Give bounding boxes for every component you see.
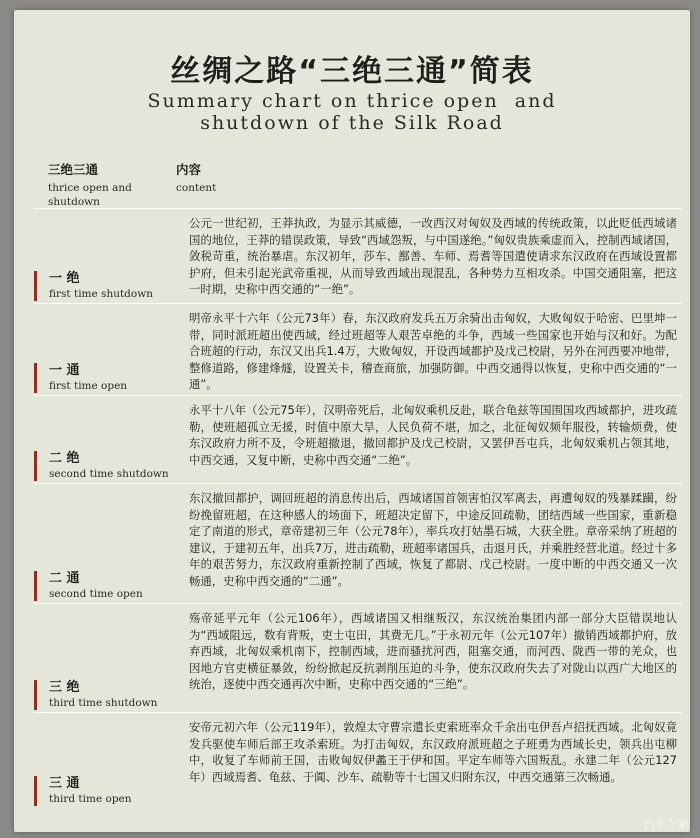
row-label-cn: 一 通 [49,363,80,378]
page-subtitle-line-2: shutdown of the Silk Road [200,112,504,134]
table-row-third-shutdown [34,603,682,713]
row-label-cn: 三 绝 [49,680,80,695]
row-label [34,363,182,393]
watermark: 汽车之家 [644,818,688,831]
row-label-en: second time shutdown [49,468,169,480]
table-row-second-shutdown [34,395,682,484]
column-header-content-en: content [176,182,217,194]
row-content: 殇帝延平元年（公元106年），西域诸国又相继叛汉，东汉统治集团内部一部分大臣错误地认为“西域阻远，数有背叛，吏士屯田，其费无几。”于永初元年（公元107年）撤销西域都护府，放弃西域，北匈奴乘机南下，控制西域，进而骚扰河西，阻塞交通，而河西、陇西一带的羌众，也因地方官吏横征暴敛，纷纷掀起反抗剥削压迫的斗争，使东汉政府失去了对陇山以西广大地区的统治，逐使中西交通再次中断，史称中西交通的“三绝”。 [189,611,677,692]
table-row-first-open [34,303,682,396]
row-label [34,571,182,601]
table-row-second-open [34,483,682,604]
page-subtitle-line-1: Summary chart on thrice open and [147,90,557,112]
row-content: 永平十八年（公元75年），汉明帝死后，北匈奴乘机反赴，联合龟兹等国围国攻西域都护，进攻疏勒，使班超孤立无援，时值中原大旱，人民负荷不堪，加之，北征匈奴频年服役，转输烦费，使东汉政府力所不及，令班超撤退，撤回都护及戊己校尉，又罢伊吾屯兵，北匈奴乘机占领其地，中西交通，又复中断，史称中西交通“二绝”。 [189,403,677,467]
row-content: 东汉撤回都护，调回班超的消息传出后，西域诸国首领害怕汉军离去，再遭匈奴的残暴蹂躏，纷纷挽留班超，在这种感人的场面下，班超决定留下，中途反回疏勒，团结西域一些国家，重新稳定了南道的形式，章帝建初三年（公元78年），率兵攻打姑墨石城，大获全胜。章帝采纳了班超的建议，于建初五年，出兵7万，进击疏勒，班超率诸国兵，击退月氏，并乘胜经营北道。经过十多年的艰苦努力，东汉政府重新控制了西域，恢复了都尉、戊己校尉。一度中断的中西交通又一次畅通，史称中西交通的“二通”。 [189,491,677,588]
table-row-third-open [34,712,682,809]
row-content: 公元一世纪初，王莽执政，为显示其威德，一改西汉对匈奴及西域的传统政策，以此贬低西域诸国的地位，王莽的错误政策，导致“西域怨叛，与中国遂绝。”匈奴贵族乘虚而入，控制西域诸国，敛税苛重，统治暴虐。东汉初年，莎车、鄯善、车师、焉耆等国遣使请求东汉政府在西域设置都护府，但未引起光武帝重视，从而导致西域出现混乱，各种势力互相攻杀。中国交通阻塞，把这一时期，史称中西交通的“一绝”。 [189,216,677,297]
row-label-cn: 二 通 [49,571,80,586]
column-header-period-en-2: shutdown [48,196,100,208]
row-label-en: second time open [49,588,143,600]
row-label-cn: 三 通 [49,776,80,791]
row-label [34,680,182,710]
column-header-content [176,160,216,195]
row-label [34,271,182,301]
row-label-cn: 二 绝 [49,451,80,466]
row-label [34,776,182,806]
column-header-period-cn: 三绝三通 [48,162,99,177]
column-header-period-en-1: thrice open and [48,182,132,194]
page-title: 丝绸之路“三绝三通”简表 [170,54,534,89]
row-label [34,451,182,481]
table-row-first-shutdown [34,208,682,304]
row-label-en: first time open [49,380,128,392]
row-content: 安帝元初六年（公元119年），敦煌太守曹宗遣长吏索班率众千余出屯伊吾卢招抚西域。北匈奴竟发兵驱使车师后部王攻杀索班。为打击匈奴，东汉政府派班超之子班勇为西域长史，领兵出屯柳中，收复了车师前王国，击败匈奴伊蠡王于伊和国。平定车师等六国叛乱。永建二年（公元127年）西域焉耆、龟兹、于阗、沙车、疏勒等十七国又归附东汉，中西交通第三次畅通。 [189,720,677,784]
row-label-en: third time open [49,793,132,805]
row-label-cn: 一 绝 [49,271,80,286]
column-header-content-cn: 内容 [176,162,202,177]
row-label-en: third time shutdown [49,697,158,709]
row-content: 明帝永平十六年（公元73年）春，东汉政府发兵五万余骑出击匈奴，大败匈奴于哈密、巴里坤一带，同时派班超出使西域，经过班超等人艰苦卓绝的斗争，西域一些国家也开始与汉和好。为配合班超的行动，东汉又出兵1.4万，大败匈奴，开设西域都护及戊己校尉，另外在河西要冲地带，整修道路，修建烽燧，设置关卡，稽查商旅，加强防御。中西交通得以恢复，史称中西交通的“一通”。 [189,311,677,392]
row-label-en: first time shutdown [49,288,153,300]
column-header-period [48,160,178,209]
info-board [14,10,690,832]
